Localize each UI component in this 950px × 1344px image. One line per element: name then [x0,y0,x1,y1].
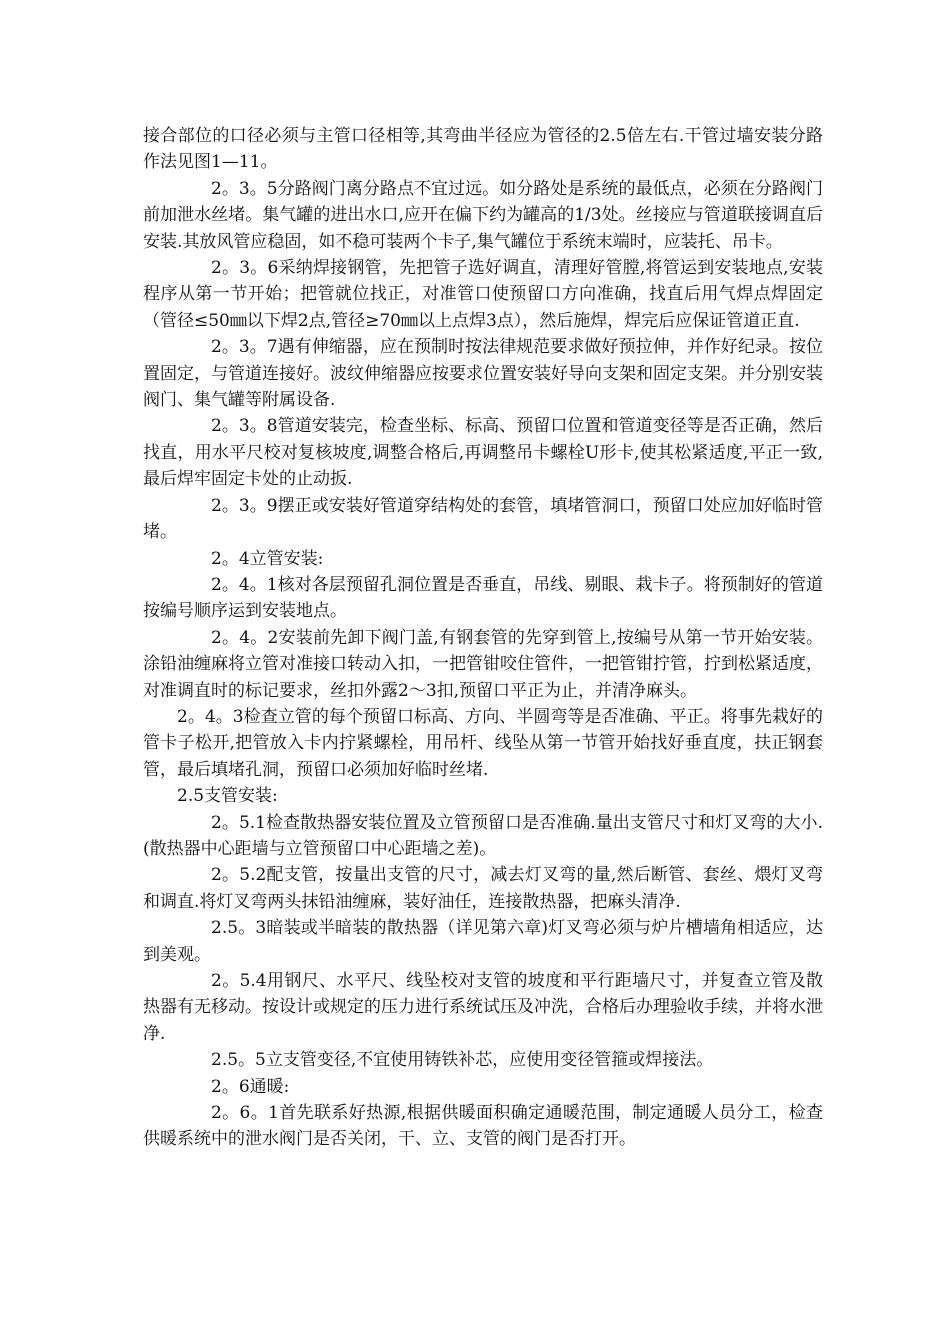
paragraph: 2。3。8管道安装完，检查坐标、标高、预留口位置和管道变径等是否正确，然后找直，用水平尺校对复核坡度,调整合格后,再调整吊卡螺栓U形卡,使其松紧适度,平正一致,最后焊牢固定卡处的止动扳. [143,416,823,490]
paragraph: 2.5。3暗装或半暗装的散热器（详见第六章)灯叉弯必须与炉片槽墙角相适应，达到美观。 [143,918,823,965]
paragraph: 2。5.2配支管，按量出支管的尺寸，减去灯叉弯的量,然后断管、套丝、煨灯叉弯和调直.将灯叉弯两头抹铅油缠麻，装好油任，连接散热器，把麻头清净. [143,865,823,912]
paragraph: 2。4。2安装前先卸下阀门盖,有钢套管的先穿到管上,按编号从第一节开始安装。涂铅油缠麻将立管对准接口转动入扣，一把管钳咬住管件，一把管钳拧管，拧到松紧适度，对准调直时的标记要求，丝扣外露2～3扣,预留口平正为止，并清净麻头。 [143,627,823,701]
paragraph: 2.5。5立支管变径,不宜使用铸铁补芯，应使用变径管箍或焊接法。 [211,1050,714,1071]
paragraph: 接合部位的口径必须与主管口径相等,其弯曲半径应为管径的2.5倍左右.干管过墙安装分路作法见图1—11。 [143,126,823,173]
paragraph: 2。3。9摆正或安装好管道穿结构处的套管，填堵管洞口，预留口处应加好临时管堵。 [143,495,823,543]
paragraph: 2。3。5分路阀门离分路点不宜过远。如分路处是系统的最低点，必须在分路阀门前加泄水丝堵。集气罐的进出水口,应开在偏下约为罐高的1/3处。丝接应与管道联接调直后安装.其放风管应稳固，如不稳可装两个卡子,集气罐位于系统末端时，应装托、吊卡。 [143,178,823,252]
paragraph: 2。5.4用钢尺、水平尺、线坠校对支管的坡度和平行距墙尺寸，并复查立管及散热器有无移动。按设计或规定的压力进行系统试压及冲洗，合格后办理验收手续，并将水泄净. [143,971,823,1044]
section-heading: 2.5支管安装: [177,786,278,807]
paragraph: 2。5.1检查散热器安装位置及立管预留口是否准确.量出支管尺寸和灯叉弯的大小.(散热器中心距墙与立管预留口中心距墙之差)。 [143,812,823,859]
paragraph: 2。6。1首先联系好热源,根据供暖面积确定通暖范围，制定通暖人员分工，检查供暖系统中的泄水阀门是否关闭，干、立、支管的阀门是否打开。 [143,1103,823,1150]
section-heading: 2。4立管安装: [211,548,324,569]
document-page [143,123,823,1153]
paragraph: 2。3。7遇有伸缩器，应在预制时按法律规范要求做好预拉伸，并作好纪录。按位置固定，与管道连接好。波纹伸缩器应按要求位置安装好导向支架和固定支架。并分别安装阀门、集气罐等附属设备. [143,337,823,411]
paragraph: 2。4。3检查立管的每个预留口标高、方向、半圆弯等是否准确、平正。将事先栽好的管卡子松开,把管放入卡内拧紧螺栓，用吊杆、线坠从第一节管开始找好垂直度，扶正钢套管，最后填堵孔洞，预留口必须加好临时丝堵. [143,706,823,780]
paragraph: 2。3。6采纳焊接钢管，先把管子选好调直，清理好管膛,将管运到安装地点,安装程序从第一节开始；把管就位找正，对准管口使预留口方向准确，找直后用气焊点焊固定（管径≤50㎜以下焊2点,管径≥70㎜以上点焊3点），然后施焊，焊完后应保证管道正直. [143,258,823,331]
section-heading: 2。6通暖: [211,1076,290,1097]
paragraph: 2。4。1核对各层预留孔洞位置是否垂直，吊线、剔眼、栽卡子。将预制好的管道按编号顺序运到安装地点。 [143,574,823,622]
